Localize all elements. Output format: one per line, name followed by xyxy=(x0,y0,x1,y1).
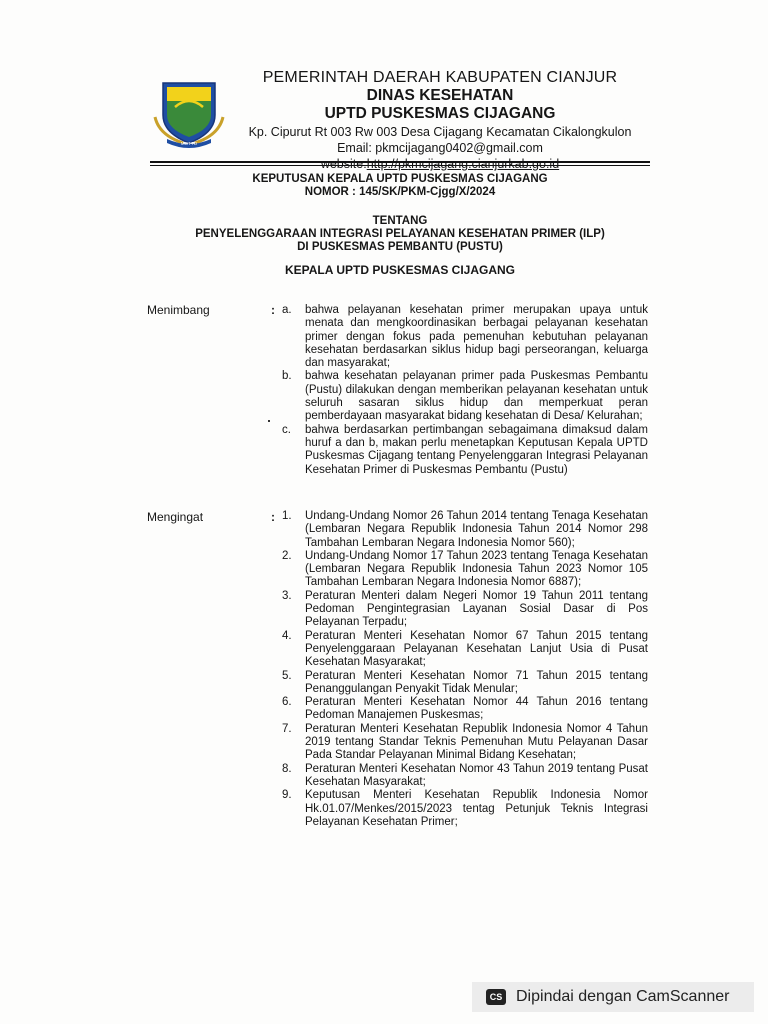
mengingat-list xyxy=(282,510,648,829)
item-text: bahwa berdasarkan pertimbangan sebagaimana dimaksud dalam huruf a dan b, makan perlu menetapkan Keputusan Kepala UPTD Puskesmas Cijagang tentang Penyelenggaran Integrasi Pelayanan Kesehatan Primer di Puskesmas Pembantu (Pustu) xyxy=(305,423,648,476)
letterhead xyxy=(230,68,650,171)
list-item xyxy=(282,304,648,370)
website-link[interactable]: http://pkmcijagang.cianjurkab.go.id xyxy=(366,157,560,171)
logo-motto-ribbon: MOTTO xyxy=(180,141,198,146)
item-text: Undang-Undang Nomor 26 Tahun 2014 tentang Tenaga Kesehatan (Lembaran Negara Republik Indonesia Tahun 2014 Nomor 298 Tambahan Lembaran Negara Indonesia Nomor 560); xyxy=(305,510,648,549)
item-marker: c. xyxy=(282,423,291,436)
letterhead-email: Email: pkmcijagang0402@gmail.com xyxy=(337,141,543,155)
item-text: Peraturan Menteri Kesehatan Nomor 44 Tahun 2016 tentang Pedoman Manajemen Puskesmas; xyxy=(305,696,648,722)
item-text: Peraturan Menteri Kesehatan Nomor 71 Tahun 2015 tentang Penanggulangan Penyakit Tidak Menular; xyxy=(305,669,648,695)
decree-subject xyxy=(150,215,650,254)
letterhead-rule-thick xyxy=(150,161,650,163)
item-text: Peraturan Menteri Kesehatan Republik Indonesia Nomor 4 Tahun 2019 tentang Standar Teknis Pemenuhan Mutu Pelayanan Dasar Pada Standar Pelayanan Minimal Bidang Kesehatan; xyxy=(305,722,648,762)
item-text: Peraturan Menteri Kesehatan Nomor 43 Tahun 2019 tentang Pusat Kesehatan Masyarakat; xyxy=(305,762,648,788)
letterhead-rule-thin xyxy=(150,165,650,166)
camscanner-watermark xyxy=(472,982,754,1012)
item-marker: 1. xyxy=(282,510,292,522)
subject-line-1: PENYELENGGARAAN INTEGRASI PELAYANAN KESEHATAN PRIMER (ILP) xyxy=(195,228,605,240)
tentang-label: TENTANG xyxy=(372,215,428,227)
list-item xyxy=(282,723,648,763)
item-marker: 4. xyxy=(282,629,292,642)
letterhead-website xyxy=(230,157,650,171)
item-marker: 8. xyxy=(282,762,292,775)
item-marker: 6. xyxy=(282,696,292,709)
mengingat-label: Mengingat xyxy=(147,510,204,524)
item-marker: a. xyxy=(282,304,292,316)
decree-issuer: KEPALA UPTD PUSKESMAS CIJAGANG xyxy=(284,263,516,277)
item-marker: 2. xyxy=(282,549,292,562)
decree-number: NOMOR : 145/SK/PKM-Cjgg/X/2024 xyxy=(304,186,496,198)
decree-title: KEPUTUSAN KEPALA UPTD PUSKESMAS CIJAGANG xyxy=(252,173,548,185)
item-marker: 5. xyxy=(282,669,292,682)
list-item xyxy=(282,789,648,829)
letterhead-address: Kp. Cipurut Rt 003 Rw 003 Desa Cijagang Kecamatan Cikalongkulon xyxy=(248,125,632,139)
website-label: website: xyxy=(320,157,367,171)
item-text: Peraturan Menteri Kesehatan Nomor 67 Tahun 2015 tentang Penyelenggaraan Pelayanan Kesehatan Lanjut Usia di Pusat Kesehatan Masyarakat; xyxy=(305,629,648,669)
item-marker: 3. xyxy=(282,589,292,602)
camscanner-logo-icon: CS xyxy=(486,989,506,1005)
item-marker: b. xyxy=(282,370,292,383)
list-item xyxy=(282,763,648,790)
item-marker: 7. xyxy=(282,722,292,735)
decree-heading xyxy=(150,173,650,199)
menimbang-label: Menimbang xyxy=(147,303,210,317)
letterhead-government: PEMERINTAH DAERAH KABUPATEN CIANJUR xyxy=(262,69,618,86)
list-item xyxy=(282,630,648,670)
list-item xyxy=(282,550,648,590)
item-text: Peraturan Menteri dalam Negeri Nomor 19 Tahun 2011 tentang Pedoman Pengintegrasian Layanan Sosial Dasar di Pos Pelayanan Terpadu; xyxy=(305,589,648,629)
item-text: bahwa kesehatan pelayanan primer pada Puskesmas Pembantu (Pustu) dilakukan dengan memberikan pelayanan kesehatan untuk seluruh sasaran siklus hidup dan memperkuat peran pemberdayaan masyarakat bidang kesehatan di Desa/ Kelurahan; xyxy=(305,370,648,423)
list-item xyxy=(282,670,648,697)
item-marker: 9. xyxy=(282,789,292,802)
list-item xyxy=(282,696,648,723)
cianjur-regency-logo xyxy=(153,77,225,149)
menimbang-list xyxy=(282,304,648,477)
item-text: bahwa pelayanan kesehatan primer merupakan upaya untuk menata dan mengkoordinasikan berbagai pelayanan kesehatan primer dengan fokus pada pemenuhan kebutuhan pelayanan kesehatan berdasarkan siklus hidup bagi perseorangan, keluarga dan masyarakat; xyxy=(305,304,648,370)
letterhead-agency: DINAS KESEHATAN xyxy=(366,87,514,104)
list-item xyxy=(282,510,648,550)
menimbang-colon: : xyxy=(271,303,275,317)
subject-line-2: DI PUSKESMAS PEMBANTU (PUSTU) xyxy=(297,241,503,253)
mengingat-colon: : xyxy=(271,510,275,524)
list-item xyxy=(282,590,648,630)
list-item xyxy=(282,424,648,477)
list-item xyxy=(282,370,648,423)
camscanner-text: Dipindai dengan CamScanner xyxy=(516,988,730,1005)
letterhead-unit: UPTD PUSKESMAS CIJAGANG xyxy=(324,105,556,122)
item-text: Undang-Undang Nomor 17 Tahun 2023 tentang Tenaga Kesehatan (Lembaran Negara Republik Indonesia Tahun 2023 Nomor 105 Tambahan Lembaran Negara Indonesia Nomor 6887); xyxy=(305,549,648,589)
item-text: Keputusan Menteri Kesehatan Republik Indonesia Nomor Hk.01.07/Menkes/2015/2023 tentag Petunjuk Teknis Integrasi Pelayanan Kesehatan Primer; xyxy=(305,789,648,828)
scan-speck xyxy=(268,420,270,422)
